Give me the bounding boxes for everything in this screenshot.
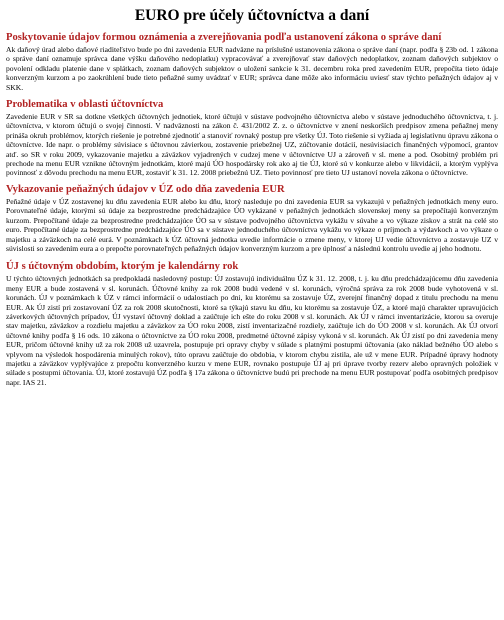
section-heading: Vykazovanie peňažných údajov v ÚZ odo dňa zavedenia EUR <box>6 183 285 195</box>
document-page <box>0 4 504 620</box>
section-paragraph: U týchto účtovných jednotkách sa predpokladá nasledovný postup: ÚJ zostavujú individuálnu ÚZ k 31. 12. 2008, t. j. ku dňu predchádzajúcemu dňu zavedenia meny EUR a bude zostavená v sl. korunách. Účtovné knihy za rok 2008 budú vedené v sl. korunách, výročná správa za rok 2008 bude vyhotovená v sl. korunách. ÚJ v poznámkach k ÚZ v rámci informácií o udalostiach po dni, ku ktorému sa zostavuje ÚZ, zverejní finančný dopad z titulu prechodu na menu EUR. Ak ÚJ zistí pri zostavovaní ÚZ za rok 2008 skutočnosti, ktoré sa týkajú stavu ku dňu, ku ktorému sa zostavuje ÚZ, a ktoré majú charakter upravujúcich záverkových účtovných prípadov, ÚJ vystaví účtovný doklad a zaúčtuje ich ešte do roku 2008 v sl. korunách. Ak ÚJ v rámci inventarizácie, ktorou sa overuje stav majetku, záväzkov a rozdielu majetku a záväzkov za ÚO roku 2008, zistí inventarizačné rozdiely, zaúčtuje ich do ÚO 2008 v sl. korunách. Ak ÚJ otvorí účtovné knihy podľa § 16 ods. 10 zákona o účtovníctve za ÚO roku 2008, predmetné účtovné zápisy vykoná v sl. korunách. Ak ÚJ zistí po dni zavedenia meny EUR, pričom účtovné knihy už za rok 2008 už uzavrela, postupuje pri opravy chyby v súlade s platnými postupmi účtovania (ako náklad bežného ÚO alebo s vplyvom na výsledok hospodárenia minulých rokov), túto opravu zaúčtuje do obdobia, v ktorom chybu zistila, ale už v mene EUR. Prípadné úpravy hodnoty majetku a záväzkov vyplývajúce z prepočtu konverzného kurzu v mene EUR, rovnako postupuje ÚJ aj pri úprave tvorby rezerv alebo opravných položiek v súlade s postupmi účtovania. ÚJ, ktoré zostavujú ÚZ podľa § 17a zákona o účtovníctve budú pri prechode na menu EUR postupovať podľa osobitných predpisov napr. IAS 21. <box>6 274 498 387</box>
section-paragraph: Zavedenie EUR v SR sa dotkne všetkých účtovných jednotiek, ktoré účtujú v sústave podvojného účtovníctva alebo v sústave jednoduchého účtovníctva, t. j. účtovníctva, v ktorom účtujú o svojej činnosti. V nadväznosti na zákon č. 431/2002 Z. z. o účtovníctve v znení neskorších predpisov zmena peňažnej meny prináša okruh problémov, ktorých riešenie je potrebné zjednotiť a stanoviť rovnaký postup pre všetky ÚJ. Toto riešenie si vyžiada aj legislatívnu úpravu zákona o účtovníctve. Ide napr. o problémy súvisiace s účtovnou závierkou, zostavenie priebežnej UZ, zúčtovanie dotácií, nesúvisiacich finančných výpomocí, grantov atď. so SR v roku 2009, vykazovanie majetku a záväzkov vyjadrených v cudzej mene v účtovníctve UJ a zároveň v sl. mene a pod. Osobitný problém pri prechode na menu EUR vznikne účtovným jednotkám, ktoré majú ÚO hospodársky rok ako aj tie ÚJ, ktoré sú v konkurze alebo v likvidácii, a ktorým vyplýva povinnosť z dôvodu prechodu na menu EUR, zostaviť k 31. 12. 2008 priebežnú UZ. Tieto povinnosť pre tieto UJ ustanoví novela zákona o účtovníctve. <box>6 112 498 178</box>
section-calendar-year <box>6 261 498 387</box>
section-heading: Poskytovanie údajov formou oznámenia a zverejňovania podľa ustanovení zákona o správe daní <box>6 32 442 43</box>
document-title: EURO pre účely účtovníctva a daní <box>134 7 370 24</box>
section-heading: Problematika v oblasti účtovníctva <box>6 99 164 111</box>
section-accounting <box>6 99 498 178</box>
section-reporting <box>6 184 498 253</box>
section-disclosure <box>6 32 498 92</box>
section-heading: ÚJ s účtovným obdobím, ktorým je kalendárny rok <box>6 261 239 273</box>
section-paragraph: Peňažné údaje v ÚZ zostavenej ku dňu zavedenia EUR alebo ku dňu, ktorý nasleduje po dni zavedenia EUR sa vykazujú v peňažných jednotkách meny euro. Porovnateľné údaje, ktorými sú údaje za bezprostredne predchádzajúce ÚO vykázané v peňažných jednotkách slovenskej meny sa prepočítajú konverzným kurzom. Prepočítané údaje za bezprostredne predchádzajúce ÚO sa v sústave podvojného účtovníctva vykážu v súvahe a vo výkaze ziskov a strát na celé sto euro. Prepočítané údaje za bezprostredne predchádzajúce ÚO sa v sústave jednoduchého účtovníctva vykážu vo výkaze o príjmoch a výdavkoch a vo výkaze o majetku a záväzkoch na celé eurá. V poznámkach k ÚZ účtovná jednotka uvedie informácie o zmene meny, v ktorej UJ vedie účtovníctvo a zostavuje UZ v súvislosti so zavedením eura a o prepočte porovnateľných peňažných údajov konverzným kurzom a pre úplnosť a následnú kontrolu uvedie aj jeho hodnotu. <box>6 196 498 253</box>
section-paragraph: Ak daňový úrad alebo daňové riaditeľstvo bude po dni zavedenia EUR nadväzne na príslušné ustanovenia zákona o správe daní (napr. podľa § 23b od. 1 zákona o správe daní oznamuje správca dane výšku daňového nedoplatku) vypracovávať a zverejňovať stav daňových nedoplatkov, zoznam daňových subjektov o povolení odkladu platenie dane v splátkach, zoznam daňových subjektov o uložení sankcie k 31. decembru roka pred zavedením EUR, prepočíta tieto údaje konverzným kurzom a po zaokrúhlení bude tieto peňažné sumy uvádzať v EUR; správca dane môže ako informáciu uviesť stav týchto peňažných údajov aj v SKK. <box>6 45 498 92</box>
